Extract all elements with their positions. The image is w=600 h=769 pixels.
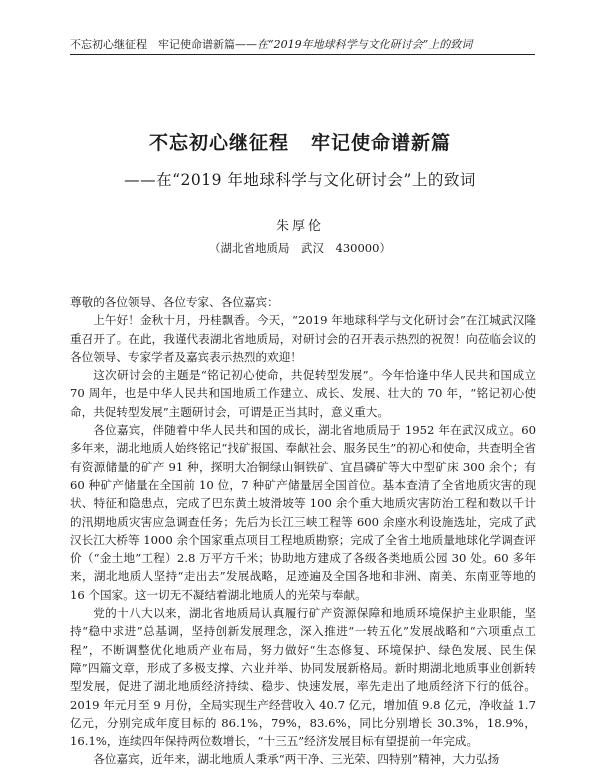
header-subtitle: ——在“2019年地球科学与文化研讨会”上的致词 [235,38,473,51]
author-affiliation: （湖北省地质局 武汉 430000） [209,241,391,255]
title-part-2: 牢记使命谱新篇 [311,132,452,154]
article-body [70,293,536,769]
body-paragraph: 各位嘉宾，近年来，湖北地质人秉承“两干净、三光荣、四特别”精神，大力弘扬 [93,752,500,767]
body-paragraph: 上午好！金秋十月，丹桂飘香。今天，“2019 年地球科学与文化研讨会”在江城武汉隆重召开了。在此，我谨代表湖北省地质局，对研讨会的召开表示热烈的祝贺！向莅临会议的各位领导、专家学者及嘉宾表示热烈的欢迎！ [70,313,536,364]
running-header [70,38,535,55]
body-paragraph: 这次研讨会的主题是“铭记初心使命，共促转型发展”。今年恰逢中华人民共和国成立 70 周年，也是中华人民共和国地质工作建立、成长、发展、壮大的 70 年，“铭记初心使命，共促转型发展”主题研讨会，可谓是正当其时，意义重大。 [70,368,536,419]
article-subtitle: ——在“2019 年地球科学与文化研讨会”上的致词 [124,171,476,189]
header-title: 不忘初心继征程 牢记使命谱新篇 [70,38,235,51]
body-paragraph: 党的十八大以来，湖北省地质局认真履行矿产资源保障和地质环境保护主业职能，坚持“稳中求进”总基调，坚持创新发展理念，深入推进“一转五化”发展战略和“六项重点工程”，不断调整优化地质产业布局，努力做好“生态修复、环境保护、绿色发展、民生保障”四篇文章，形成了多极支撑、六业并举、协同发展新格局。新时期湖北地质事业创新转型发展，促进了湖北地质经济持续、稳步、快速发展，率先走出了地质经济下行的低谷。2019 年元月至 9 月份，全局实现生产经营收入 40.7 亿元，增加值 9.8 亿元，净收益 1.7 亿元，分别完成年度目标的 86.1%，79%，83.6%，同比分别增长 30.3%，18.9%，16.1%，连续四年保持两位数增长，“十三五”经济发展目标有望提前一年完成。 [70,606,536,749]
title-part-1: 不忘初心继征程 [148,132,289,154]
body-paragraph: 各位嘉宾，伴随着中华人民共和国的成长，湖北省地质局于 1952 年在武汉成立。60 多年来，湖北地质人始终铭记“找矿报国、奉献社会、服务民生”的初心和使命，共查明全省有资源储量的矿产 91 种，探明大冶铜绿山铜铁矿、宜昌磷矿等大中型矿床 300 余个；有 60 种矿产储量在全国前 10 位，7 种矿产储量居全国首位。基本查清了全省地质灾害的现状、特征和隐患点，完成了巴东黄土坡滑坡等 100 余个重大地质灾害防治工程和数以千计的汛期地质灾害应急调查任务；先后为长江三峡工程等 600 余座水利设施选址，完成了武汉长江大桥等 1000 余个国家重点项目工程地质勘察；完成了全省土地质量地球化学调查评价（“金土地”工程）2.8 万平方千米；协助地方建成了各级各类地质公园 30 处。60 多年来，湖北地质人坚持“走出去”发展战略，足迹遍及全国各地和非洲、南美、东南亚等地的 16 个国家。这一切无不凝结着湖北地质人的光荣与奉献。 [70,423,536,602]
article-title [0,128,600,155]
salutation-paragraph: 尊敬的各位领导、各位专家、各位嘉宾： [70,295,279,309]
author-name: 朱厚伦 [275,219,324,234]
